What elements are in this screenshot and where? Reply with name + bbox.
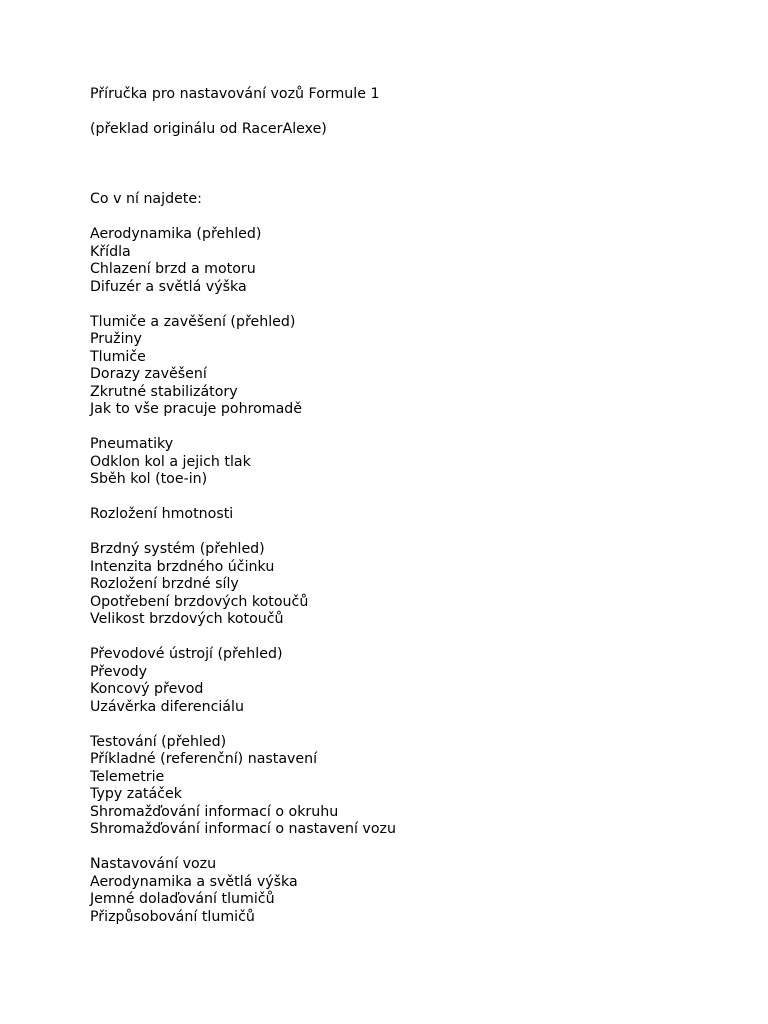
toc-item: Difuzér a světlá výška <box>90 278 247 295</box>
toc-item: Uzávěrka diferenciálu <box>90 698 244 715</box>
toc-item: Typy zatáček <box>90 786 182 802</box>
toc-item: Opotřebení brzdových kotoučů <box>90 593 309 610</box>
document-subtitle: (překlad originálu od RacerAlexe) <box>90 121 327 137</box>
toc-item: Pružiny <box>90 331 142 347</box>
toc-item: Shromažďování informací o okruhu <box>90 803 339 820</box>
toc-item: Rozložení brzdné síly <box>90 576 239 592</box>
toc-group <box>90 436 730 489</box>
toc-item: Odklon kol a jejich tlak <box>90 453 251 470</box>
toc-item: Jemné dolaďování tlumičů <box>90 891 275 907</box>
toc-group <box>90 226 730 296</box>
toc-item: Sběh kol (toe-in) <box>90 471 208 487</box>
table-of-contents <box>90 226 730 926</box>
toc-item: Shromažďování informací o nastavení vozu <box>90 821 396 837</box>
toc-item: Převody <box>90 663 148 680</box>
toc-group <box>90 314 730 419</box>
document-title: Příručka pro nastavování vozů Formule 1 <box>90 86 380 102</box>
toc-item: Aerodynamika (přehled) <box>90 226 262 242</box>
toc-item: Aerodynamika a světlá výška <box>90 873 298 890</box>
toc-item: Koncový převod <box>90 681 204 697</box>
toc-item: Dorazy zavěšení <box>90 366 207 382</box>
toc-group <box>90 646 730 716</box>
toc-item: Tlumiče <box>90 348 146 365</box>
toc-item: Nastavování vozu <box>90 856 217 872</box>
toc-item: Rozložení hmotnosti <box>90 506 234 522</box>
toc-item: Velikost brzdových kotoučů <box>90 611 284 627</box>
toc-group <box>90 856 730 926</box>
toc-item: Brzdný systém (přehled) <box>90 541 265 557</box>
toc-item: Příkladné (referenční) nastavení <box>90 751 318 767</box>
toc-item: Pneumatiky <box>90 436 174 452</box>
toc-group <box>90 734 730 839</box>
toc-item: Testování (přehled) <box>90 733 227 750</box>
toc-item: Jak to vše pracuje pohromadě <box>90 401 303 417</box>
toc-group <box>90 541 730 629</box>
toc-item: Tlumiče a zavěšení (přehled) <box>90 313 296 330</box>
toc-item: Křídla <box>90 243 131 260</box>
toc-item: Převodové ústrojí (přehled) <box>90 646 283 662</box>
toc-item: Telemetrie <box>90 768 165 785</box>
toc-group <box>90 506 730 524</box>
toc-item: Přizpůsobování tlumičů <box>90 908 255 925</box>
toc-heading: Co v ní najdete: <box>90 191 202 207</box>
toc-item: Chlazení brzd a motoru <box>90 261 256 277</box>
toc-item: Intenzita brzdného účinku <box>90 558 275 575</box>
toc-item: Zkrutné stabilizátory <box>90 383 238 400</box>
document-page <box>90 86 730 926</box>
